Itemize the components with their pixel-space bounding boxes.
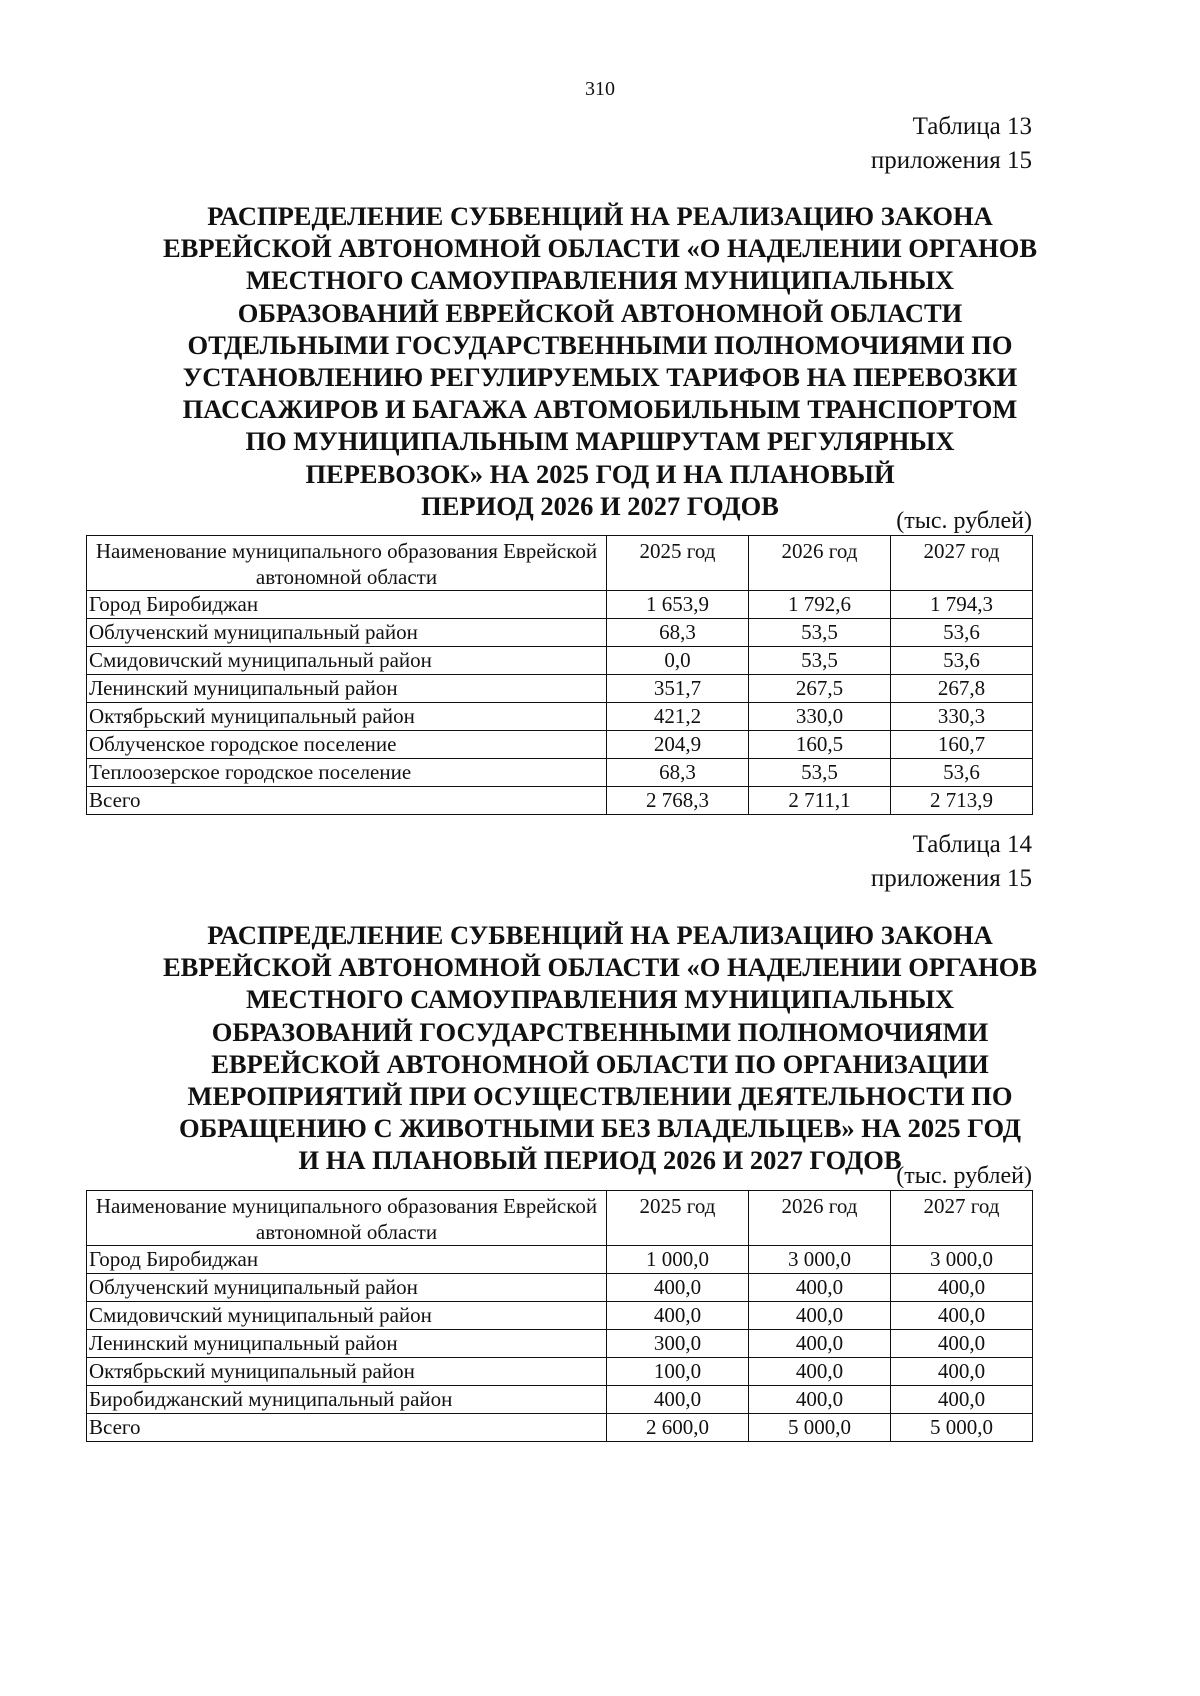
column-header-year: 2027 год <box>891 1191 1033 1246</box>
amount-cell: 53,6 <box>891 759 1033 787</box>
table-13-number: Таблица 13 <box>912 113 1032 140</box>
municipality-name-cell: Ленинский муниципальный район <box>87 1330 607 1358</box>
amount-cell: 400,0 <box>891 1302 1033 1330</box>
column-header-year: 2025 год <box>607 536 749 591</box>
table-13-appendix: приложения 15 <box>870 147 1032 174</box>
table-13-title: РАСПРЕДЕЛЕНИЕ СУБВЕНЦИЙ НА РЕАЛИЗАЦИЮ ЗАКОНА ЕВРЕЙСКОЙ АВТОНОМНОЙ ОБЛАСТИ «О НАДЕЛЕНИИ ОРГАНОВ МЕСТНОГО САМОУПРАВЛЕНИЯ МУНИЦИПАЛЬНЫХ ОБРАЗОВАНИЙ ЕВРЕЙСКОЙ АВТОНОМНОЙ ОБЛАСТИ ОТДЕЛЬНЫМИ ГОСУДАРСТВЕННЫМИ ПОЛНОМОЧИЯМИ ПО УСТАНОВЛЕНИЮ РЕГУЛИРУЕМЫХ ТАРИФОВ НА ПЕРЕВОЗКИ ПАССАЖИРОВ И БАГАЖА АВТОМОБИЛЬНЫМ ТРАНСПОРТОМ ПО МУНИЦИПАЛЬНЫМ МАРШРУТАМ РЕГУЛЯРНЫХ ПЕРЕВОЗОК» НА 2025 ГОД И НА ПЛАНОВЫЙ ПЕРИОД 2026 И 2027 ГОДОВ <box>162 201 1038 521</box>
page-number: 310 <box>585 78 615 100</box>
amount-cell: 1 653,9 <box>607 591 749 619</box>
municipality-name-cell: Смидовичский муниципальный район <box>87 1302 607 1330</box>
municipality-name-cell: Всего <box>87 1414 607 1442</box>
amount-cell: 400,0 <box>749 1302 891 1330</box>
municipality-name-cell: Облученский муниципальный район <box>87 619 607 647</box>
table-13-reference <box>871 110 1032 178</box>
amount-cell: 53,6 <box>891 619 1033 647</box>
municipality-name-cell: Город Биробиджан <box>87 1246 607 1274</box>
column-header-name: Наименование муниципального образования Еврейской автономной области <box>87 1191 607 1246</box>
amount-cell: 68,3 <box>607 619 749 647</box>
table-row <box>87 1414 1033 1442</box>
table-14-units: (тыс. рублей) <box>896 1163 1032 1189</box>
amount-cell: 3 000,0 <box>891 1246 1033 1274</box>
table-row <box>87 1246 1033 1274</box>
table-row <box>87 619 1033 647</box>
table-row <box>87 1330 1033 1358</box>
table-row <box>87 703 1033 731</box>
column-header-year: 2027 год <box>891 536 1033 591</box>
table-14 <box>86 1190 1033 1442</box>
amount-cell: 2 768,3 <box>607 787 749 815</box>
table-row <box>87 1274 1033 1302</box>
amount-cell: 300,0 <box>607 1330 749 1358</box>
amount-cell: 204,9 <box>607 731 749 759</box>
amount-cell: 68,3 <box>607 759 749 787</box>
municipality-name-cell: Город Биробиджан <box>87 591 607 619</box>
amount-cell: 400,0 <box>749 1358 891 1386</box>
municipality-name-cell: Октябрьский муниципальный район <box>87 1358 607 1386</box>
amount-cell: 1 792,6 <box>749 591 891 619</box>
amount-cell: 400,0 <box>607 1302 749 1330</box>
municipality-name-cell: Облученское городское поселение <box>87 731 607 759</box>
table-row <box>87 591 1033 619</box>
table-14-appendix: приложения 15 <box>870 865 1032 892</box>
amount-cell: 3 000,0 <box>749 1246 891 1274</box>
amount-cell: 421,2 <box>607 703 749 731</box>
table-row <box>87 647 1033 675</box>
amount-cell: 2 600,0 <box>607 1414 749 1442</box>
table-row <box>87 1302 1033 1330</box>
amount-cell: 267,5 <box>749 675 891 703</box>
column-header-year: 2026 год <box>749 1191 891 1246</box>
municipality-name-cell: Ленинский муниципальный район <box>87 675 607 703</box>
amount-cell: 400,0 <box>749 1274 891 1302</box>
amount-cell: 1 794,3 <box>891 591 1033 619</box>
amount-cell: 267,8 <box>891 675 1033 703</box>
table-header-row <box>87 1191 1033 1246</box>
amount-cell: 53,5 <box>749 647 891 675</box>
municipality-name-cell: Смидовичский муниципальный район <box>87 647 607 675</box>
amount-cell: 400,0 <box>891 1386 1033 1414</box>
municipality-name-cell: Теплоозерское городское поселение <box>87 759 607 787</box>
table-row <box>87 787 1033 815</box>
amount-cell: 351,7 <box>607 675 749 703</box>
municipality-name-cell: Всего <box>87 787 607 815</box>
amount-cell: 2 713,9 <box>891 787 1033 815</box>
amount-cell: 5 000,0 <box>891 1414 1033 1442</box>
table-row <box>87 759 1033 787</box>
table-header-row <box>87 536 1033 591</box>
municipality-name-cell: Октябрьский муниципальный район <box>87 703 607 731</box>
table-row <box>87 1386 1033 1414</box>
table-row <box>87 1358 1033 1386</box>
amount-cell: 330,3 <box>891 703 1033 731</box>
amount-cell: 160,7 <box>891 731 1033 759</box>
amount-cell: 330,0 <box>749 703 891 731</box>
amount-cell: 400,0 <box>607 1274 749 1302</box>
municipality-name-cell: Биробиджанский муниципальный район <box>87 1386 607 1414</box>
amount-cell: 400,0 <box>749 1330 891 1358</box>
table-row <box>87 731 1033 759</box>
table-14-number: Таблица 14 <box>912 831 1032 858</box>
amount-cell: 5 000,0 <box>749 1414 891 1442</box>
amount-cell: 53,6 <box>891 647 1033 675</box>
amount-cell: 160,5 <box>749 731 891 759</box>
amount-cell: 400,0 <box>891 1274 1033 1302</box>
table-row <box>87 675 1033 703</box>
amount-cell: 100,0 <box>607 1358 749 1386</box>
column-header-year: 2026 год <box>749 536 891 591</box>
amount-cell: 0,0 <box>607 647 749 675</box>
amount-cell: 400,0 <box>749 1386 891 1414</box>
amount-cell: 1 000,0 <box>607 1246 749 1274</box>
column-header-year: 2025 год <box>607 1191 749 1246</box>
table-14-reference <box>871 828 1032 896</box>
table-13-units: (тыс. рублей) <box>896 508 1032 534</box>
amount-cell: 53,5 <box>749 759 891 787</box>
amount-cell: 400,0 <box>891 1358 1033 1386</box>
amount-cell: 400,0 <box>891 1330 1033 1358</box>
amount-cell: 2 711,1 <box>749 787 891 815</box>
amount-cell: 53,5 <box>749 619 891 647</box>
municipality-name-cell: Облученский муниципальный район <box>87 1274 607 1302</box>
table-13 <box>86 535 1033 815</box>
table-14-title: РАСПРЕДЕЛЕНИЕ СУБВЕНЦИЙ НА РЕАЛИЗАЦИЮ ЗАКОНА ЕВРЕЙСКОЙ АВТОНОМНОЙ ОБЛАСТИ «О НАДЕЛЕНИИ ОРГАНОВ МЕСТНОГО САМОУПРАВЛЕНИЯ МУНИЦИПАЛЬНЫХ ОБРАЗОВАНИЙ ГОСУДАРСТВЕННЫМИ ПОЛНОМОЧИЯМИ ЕВРЕЙСКОЙ АВТОНОМНОЙ ОБЛАСТИ ПО ОРГАНИЗАЦИИ МЕРОПРИЯТИЙ ПРИ ОСУЩЕСТВЛЕНИИ ДЕЯТЕЛЬНОСТИ ПО ОБРАЩЕНИЮ С ЖИВОТНЫМИ БЕЗ ВЛАДЕЛЬЦЕВ» НА 2025 ГОД И НА ПЛАНОВЫЙ ПЕРИОД 2026 И 2027 ГОДОВ <box>162 920 1038 1176</box>
column-header-name: Наименование муниципального образования Еврейской автономной области <box>87 536 607 591</box>
amount-cell: 400,0 <box>607 1386 749 1414</box>
